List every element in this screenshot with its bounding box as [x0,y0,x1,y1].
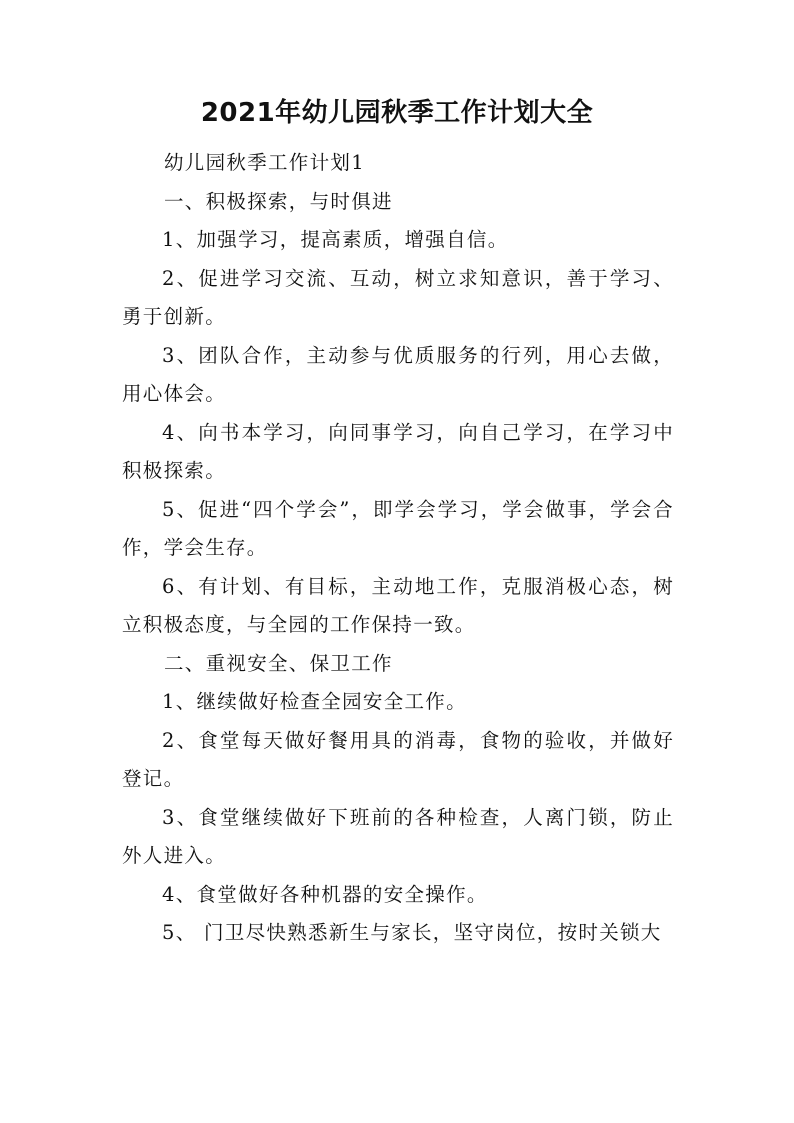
section-heading-1: 一、积极探索，与时俱进 [164,189,393,213]
paragraph: 4、食堂做好各种机器的安全操作。 [162,882,488,906]
paragraph: 3、食堂继续做好下班前的各种检查，人离门锁，防止外人进入。 [122,805,674,867]
paragraph: 2、食堂每天做好餐用具的消毒，食物的验收，并做好登记。 [122,728,674,790]
paragraph: 2、促进学习交流、互动，树立求知意识，善于学习、勇于创新。 [122,266,674,328]
document-body [122,144,674,953]
paragraph: 5、促进“四个学会”，即学会学习，学会做事，学会合作，学会生存。 [122,497,674,559]
paragraph: 1、加强学习，提高素质，增强自信。 [162,228,509,251]
document-title: 2021年幼儿园秋季工作计划大全 [200,98,594,128]
paragraph: 1、继续做好检查全园安全工作。 [162,690,467,713]
paragraph: 6、有计划、有目标，主动地工作，克服消极心态，树立积极态度，与全园的工作保持一致。 [122,574,674,636]
paragraph: 3、团队合作，主动参与优质服务的行列，用心去做，用心体会。 [122,343,674,405]
paragraph: 4、向书本学习，向同事学习，向自己学习，在学习中积极探索。 [122,420,674,482]
paragraph: 5、 门卫尽快熟悉新生与家长，坚守岗位，按时关锁大 [162,921,662,944]
section-heading-2: 二、重视安全、保卫工作 [164,651,393,675]
plan-subtitle: 幼儿园秋季工作计划1 [164,151,365,174]
